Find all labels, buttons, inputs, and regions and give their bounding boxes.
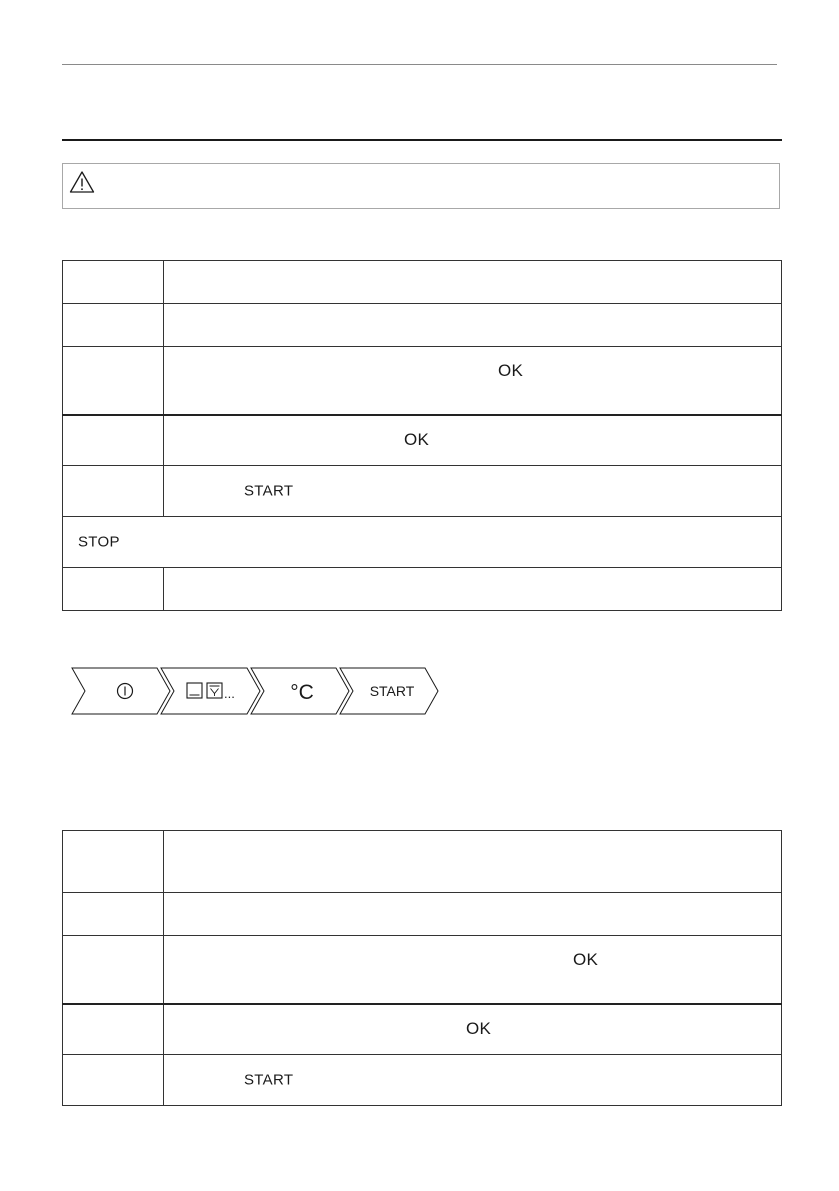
steps-table-2 [62,830,782,1106]
description-cell [164,304,782,347]
description-cell [164,261,782,304]
description-cell [164,893,782,936]
step-cell [63,304,164,347]
table-row [63,415,782,466]
step-cell [63,415,164,466]
flow-step-power [72,668,170,714]
step-cell [63,347,164,415]
description-cell [164,831,782,893]
section-rule [62,139,782,141]
description-cell [164,1004,782,1055]
flow-step-function [161,668,260,714]
step-cell [63,893,164,936]
flow-step-temperature [251,668,349,714]
table-row [63,936,782,1004]
start-label: START [369,683,415,699]
description-cell [164,936,782,1004]
temperature-icon: °C [290,681,314,704]
warning-box [62,163,780,209]
procedure-flow [70,666,442,716]
description-cell [164,466,782,517]
table-row [63,1055,782,1106]
table-row [63,261,782,304]
function-ellipsis: ... [224,686,235,701]
steps-table-1 [62,260,782,611]
ok-key-label: OK [498,361,524,380]
ok-key-label: OK [573,950,599,969]
step-cell [63,466,164,517]
flow-step-start [340,668,438,714]
table-row [63,893,782,936]
start-key-label: START [244,1071,294,1089]
ok-key-label: OK [404,430,430,450]
start-key-label: START [244,482,294,500]
table-row [63,1004,782,1055]
table-row [63,517,782,568]
stop-key-label: STOP [78,533,120,551]
table-row [63,347,782,415]
full-width-cell [63,517,782,568]
table-row [63,568,782,611]
table-row [63,304,782,347]
step-cell [63,1004,164,1055]
step-cell [63,936,164,1004]
description-cell [164,415,782,466]
header-rule [62,64,777,65]
step-cell [63,568,164,611]
description-cell [164,347,782,415]
warning-icon [69,170,95,194]
step-cell [63,1055,164,1106]
table-row [63,466,782,517]
description-cell [164,568,782,611]
description-cell [164,1055,782,1106]
step-cell [63,831,164,893]
ok-key-label: OK [466,1019,492,1039]
table-row [63,831,782,893]
step-cell [63,261,164,304]
